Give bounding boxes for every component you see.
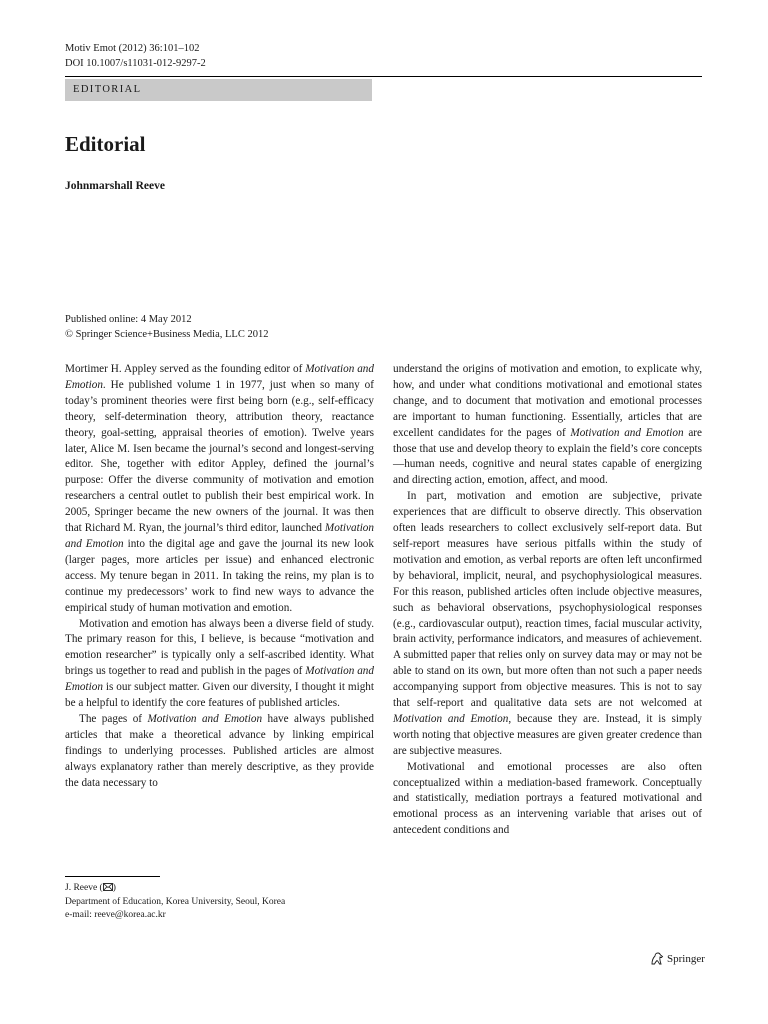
author-name: Johnmarshall Reeve	[65, 180, 165, 192]
body-column-right	[393, 362, 702, 839]
springer-horse-icon	[650, 952, 664, 965]
footnote-rule	[65, 876, 160, 877]
paragraph: understand the origins of motivation and emotion, to explicate why, how, and under what conditions motivational and emotional states change, and to document that motivation and emotional processes are important to human functioning. Essentially, articles that are excellent candidates for the pages of Motivation and Emotion are those that use and develop theory to explain the field’s core concepts—human needs, cognitive and neural states capable of energizing and directing action, emotion, affect, and mood.	[393, 363, 702, 487]
envelope-icon	[103, 883, 113, 896]
paragraph: Motivational and emotional processes are also often conceptualized within a mediation-based framework. Conceptually and statistically, mediation portrays a featured motivational and emotional process as an intervening variable that arises out of antecedent conditions and	[393, 760, 702, 837]
footnote-email: e-mail: reeve@korea.ac.kr	[65, 910, 166, 920]
article-title: Editorial	[65, 132, 146, 156]
journal-citation: Motiv Emot (2012) 36:101–102	[65, 43, 200, 54]
published-online: Published online: 4 May 2012	[65, 314, 192, 325]
publisher-mark	[650, 952, 705, 965]
section-label: EDITORIAL	[65, 79, 372, 101]
header-rule	[65, 76, 702, 77]
journal-reference	[65, 41, 206, 71]
publication-info	[65, 312, 268, 342]
doi: DOI 10.1007/s11031-012-9297-2	[65, 58, 206, 69]
author-footnote	[65, 882, 285, 922]
footnote-department: Department of Education, Korea University, Seoul, Korea	[65, 897, 286, 907]
paragraph: The pages of Motivation and Emotion have always published articles that make a theoretical advance by linking empirical findings to underlying processes. Published articles are almost always explanatory rather than merely descriptive, as they provide the data necessary to	[65, 712, 374, 789]
paragraph: In part, motivation and emotion are subjective, private experiences that are difficult to observe directly. This observation often leads researchers to collect exclusively self-report data. But self-report measures have serious pitfalls within the study of motivation and emotion, as verbal reports are often left unconfirmed by behavioral, implicit, neural, and psychophysiological measures. For this reason, published articles often include objective measures, such as behavioral observations, psychophysiological responses (e.g., cardiovascular output), reaction times, facial muscular activity, brain activity, performance indicators, and measures of achievement. A submitted paper that relies only on survey data may or may not be able to stand on its own, but more often than not such a paper needs accompanying support from objective measures. This is not to say that self-report and qualitative data sets are not welcomed at Motivation and Emotion, because they are. Instead, it is simply worth noting that objective measures are given greater credence than are subjective measures.	[393, 490, 702, 757]
footnote-author: J. Reeve ( )	[65, 882, 285, 896]
publisher-name: Springer	[667, 952, 705, 965]
paragraph: Mortimer H. Appley served as the founding editor of Motivation and Emotion. He published volume 1 in 1977, just when so many of today’s prominent theories were first being born (e.g., self-efficacy theory, self-determination theory, attribution theory, reactance theory, goal-setting, appraisal theories of emotion). Twelve years later, Alice M. Isen became the journal’s second and longest-serving editor. She, together with editor Appley, defined the journal’s purpose: Offer the diverse community of motivation and emotion researchers a central outlet to publish their best empirical work. In 2005, Springer became the new owners of the journal. It was then that Richard M. Ryan, the journal’s third editor, launched Motivation and Emotion into the digital age and gave the journal its new look (larger pages, more articles per issue) and enhanced electronic access. My tenure began in 2011. In taking the reins, my plan is to continue my predecessors’ work to find new ways to advance the empirical study of human motivation and emotion.	[65, 363, 374, 614]
body-column-left	[65, 362, 374, 791]
paragraph: Motivation and emotion has always been a diverse field of study. The primary reason for this, I believe, is because “motivation and emotion researcher” is typically only a self-ascribed identity. What brings us together to read and publish in the pages of Motivation and Emotion is our subject matter. Given our diversity, I thought it might be a helpful to identify the core features of published articles.	[65, 617, 374, 710]
copyright: © Springer Science+Business Media, LLC 2012	[65, 329, 269, 340]
